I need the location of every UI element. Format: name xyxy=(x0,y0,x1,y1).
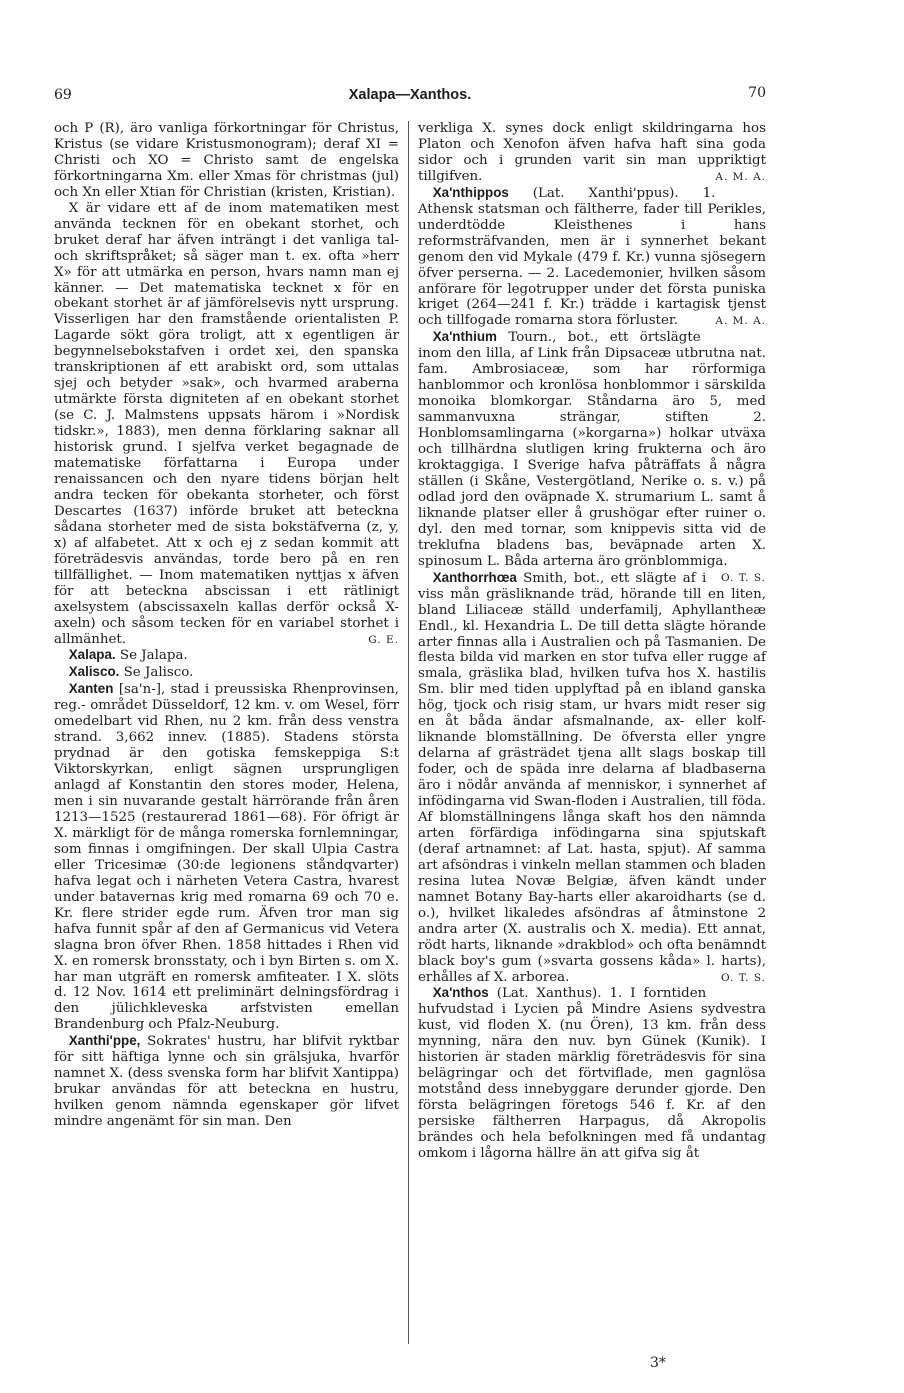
author-signature: O. T. S. xyxy=(721,971,766,984)
entry-text: Se Jalapa. xyxy=(119,648,188,664)
entry-headword: Xa'nthium xyxy=(432,329,497,345)
running-header xyxy=(54,83,766,107)
entry-headword: Xanthorrhœa xyxy=(432,569,517,585)
dictionary-entry xyxy=(54,647,399,664)
entry-text: och P (R), äro vanliga förkortningar för Christus, Kristus (se vidare Kristusmonogram); deraf XI = Christi och XO = Christo samt de engelska förkortningarna Xm. eller Xmas för christmas (jul) och Xn eller Xtian för Christian (kristen, Kristian). xyxy=(54,121,399,200)
entry-text: verkliga X. synes dock enligt skildringarna hos Platon och Xenofon äfven hafva haft sina goda sidor och i grunden varit sin man uppriktigt tillgifven. xyxy=(418,121,766,184)
entry-text: [sa'n-], stad i preussiska Rhenprovinsen, reg.- området Düsseldorf, 12 km. v. om Wesel, förr omedelbart vid Rhen, nu 2 km. från dess venstra strand. 3,662 innev. (1885). Stadens största prydnad är den gotiska femskeppiga S:t Viktorskyrkan, enligt sägnen ursprungligen anlagd af Konstantin den stores moder, Helena, men i sin nuvarande gestalt härrörande från åren 1213—1525 (restaurerad 1861—68). För öfrigt är X. märkligt för de många romerska fornlemningar, som finnas i omgifningen. Der skall Ulpia Castra eller Tricesimæ (30:de legionens ståndqvarter) hafva legat och i närheten Vetera Castra, hvarest under batavernas krig med romarna 69 och 70 e. Kr. flere strider egde rum. Äfven tror man sig hafva funnit spår af den af Germanicus vid Vetera slagna bron öfver Rhen. 1858 hittades i Rhen vid X. en romersk bronsstaty, och i byn Birten s. om X. har man utgräft en romersk amfiteater. I X. slöts d. 12 Nov. 1614 ett preliminärt delningsfördrag i den jülichkleveska arfstvisten emellan Brandenburg och Pfalz-Neuburg. xyxy=(54,682,399,1033)
sheet-signature: 3* xyxy=(650,1355,666,1371)
left-page-number: 69 xyxy=(54,87,72,103)
dictionary-entry xyxy=(54,1033,399,1130)
entry-text: (Lat. Xanthi'ppus). 1. Athensk statsman och fältherre, fader till Perikles, underdtödde Kleisthenes i hans reformsträfvanden, men är i synnerhet bekant genom den vid Mykale (479 f. Kr.) vunna sjösegern öfver perserna. — 2. Lacedemonier, hvilken såsom anförare för legotrupper under det första puniska kriget (264—241 f. Kr.) trädde i kartagisk tjenst och tillfogade romarna stora förluster. xyxy=(418,185,766,329)
right-column xyxy=(418,121,766,1162)
entry-text: Smith, bot., ett slägte af i viss mån gräsliknande träd, hörande till en liten, bland Liliaceæ ställd underfamilj, Aphyllantheæ Endl., kl. Hexandria L. De till detta slägte hörande arter finnas alla i Australien och på Tasmanien. De flesta bilda vid marken en stor tufva eller rugge af smala, gräslika blad, hvilken tufva hos X. hastilis Sm. blir med tiden upplyftad på en ibland ganska hög, tjock och risig stam, ur hvars midt reser sig en åt båda ändar afsmalnande, ax- eller kolf-liknande blomställning. De öfversta eller yngre delarna af grästrädet tjena allt slags boskap till foder, och de späda inre delarna af bladbaserna äro i nödår använda af menniskor, i synnerhet af infödingarna vid Swan-floden i Australien, till föda. Af blomställningens långa skaft hos den nämnda arten förfärdiga infödingarna sina spjutskaft (deraf artnamnet: af Lat. hasta, spjut). Af samma art afsöndras i vinkeln mellan stammen och bladen resina lutea Novæ Belgiæ, äfven kändt under namnet Botany Bay-harts eller akaroidharts (se d. o.), hvilket likaledes afsöndras af åtminstone 2 andra arter (X. australis och X. media). Ett annat, rödt harts, liknande »drakblod» och ofta benämndt black boy's gum (»svarta gossens kåda» l. harts), erhålles af X. arborea. xyxy=(418,570,766,985)
dictionary-entry xyxy=(54,664,399,681)
author-signature: A. M. A. xyxy=(715,315,766,328)
page-title: Xalapa—Xanthos. xyxy=(348,87,472,103)
entry-text: Se Jalisco. xyxy=(123,665,194,681)
dictionary-entry xyxy=(418,985,766,1161)
entry-text: (Lat. Xanthus). 1. I forntiden hufvudstad i Lycien på Mindre Asiens sydvestra kust, vid floden X. (nu Ören), 13 km. från dess mynning, nära den nuv. byn Günek (Kunik). I historien är staden märklig företrädesvis för sina belägringar och det förtviflade, men gagnlösa motstånd dess innebyggare derunder gjorde. Den första belägringen företogs 546 f. Kr. af den persiske fältherren Harpagus, då Akropolis brändes och hela befolkningen med få undantag omkom i lågorna hällre än att gifva sig åt xyxy=(418,986,766,1161)
entry-headword: Xanten xyxy=(68,681,114,697)
left-column xyxy=(54,121,399,1130)
entry-headword: Xalapa. xyxy=(68,647,116,663)
author-signature: G. E. xyxy=(368,633,399,646)
author-signature: O. T. S. xyxy=(721,571,766,584)
paragraph xyxy=(418,121,766,185)
dictionary-entry xyxy=(418,570,766,986)
dictionary-entry xyxy=(54,681,399,1033)
entry-text: X är vidare ett af de inom matematiken mest använda tecknen för en obekant storhet, och bruket deraf har äfven inträngt i det vanliga tal- och skriftspråket; så säger man t. ex. ofta »herr X» för att utmärka en person, hvars namn man ej känner. — Det matematiska tecknet x för en obekant storhet är af jämförelsevis nytt ursprung. Visserligen har den framstående orientalisten P. Lagarde sökt göra troligt, att x egentligen är begynnelsebokstafven i ordet xei, den spanska transkriptionen af ett arabiskt ord, som uttalas sjej och betyder »sak», och hvarmed araberna utmärkte första digniteten af en obekant storhet (se C. J. Malmstens uppsats härom i »Nordisk tidskr.», 1883), men denna förklaring saknar all historisk grund. I sjelfva verket begagnade de matematiske författarna i Europa under renaissancen och den nyare tidens början helt andra tecken för obekanta storheter, och först Descartes (1637) införde bruket att beteckna sådana storheter med de sista bokstäfverna (z, y, x) af alfabetet. Att x och ej z sedan kommit att företrädesvis användas, torde bero på en ren tillfällighet. — Inom matematiken nyttjas x äfven för att beteckna abscissan i ett rätlinigt axelsystem (abscissaxeln kallas derför också X-axeln) och såsom tecken för en variabel storhet i allmänhet. xyxy=(54,200,399,647)
dictionary-entry xyxy=(418,185,766,330)
column-divider xyxy=(408,121,409,1344)
right-page-number: 70 xyxy=(748,85,766,101)
entry-headword: Xanthi'ppe, xyxy=(68,1033,141,1049)
entry-headword: Xa'nthos xyxy=(432,985,489,1001)
paragraph xyxy=(54,201,399,648)
entry-headword: Xalisco. xyxy=(68,664,120,680)
paragraph xyxy=(54,121,399,201)
entry-text: Tourn., bot., ett örtslägte inom den lilla, af Link från Dipsaceæ utbrutna nat. fam. Ambrosiaceæ, som har rörformiga hanblommor och kronlösa honblommor i särskilda monoika blomkorgar. Ståndarna äro 5, med sammanvuxna strängar, stiften 2. Honblomsamlingarna (»korgarna») holkar utväxa och tillhärdna slutligen kring frukterna och äro kroktaggiga. I Sverige hafva påträffats å några ställen (i Skåne, Vestergötland, Nerike o. s. v.) på odlad jord den oväpnade X. strumarium L. samt å liknande platser eller å grushögar efter ruiner o. dyl. den med tornar, som knippevis sitta vid de treklufna bladens bas, beväpnade arten X. spinosum L. Båda arterna äro grönblommiga. xyxy=(418,330,766,569)
entry-headword: Xa'nthippos xyxy=(432,184,509,200)
entry-text: Sokrates' hustru, har blifvit ryktbar för sitt häftiga lynne och sin grälsjuka, hvarför namnet X. (dess svenska form har blifvit Xantippa) brukar användas för att beteckna en hustru, hvilken genom nämnda egenskaper gör lifvet mindre angenämt för sin man. Den xyxy=(54,1034,399,1130)
author-signature: A. M. A. xyxy=(715,170,766,183)
